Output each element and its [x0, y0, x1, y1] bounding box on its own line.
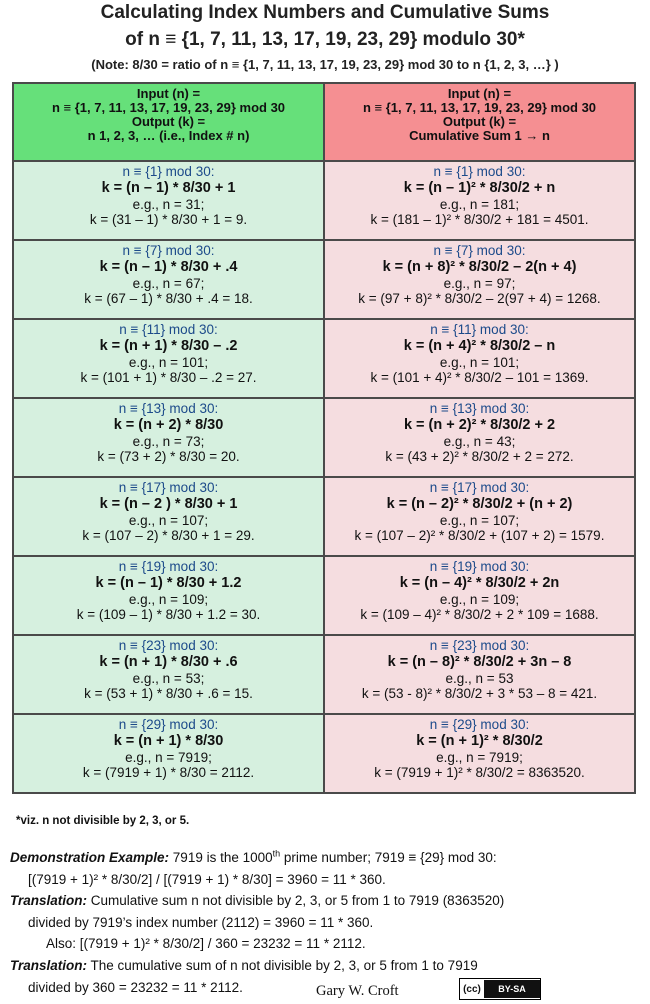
cell-mod: n ≡ {13} mod 30:: [429, 401, 530, 416]
demo-label: Demonstration Example:: [10, 850, 170, 865]
right-formula-cell: [324, 161, 635, 240]
cell-result: k = (67 – 1) * 8/30 + .4 = 18.: [84, 291, 253, 306]
cell-example: e.g., n = 101;: [128, 354, 209, 370]
table-row: [13, 161, 635, 240]
cell-example: e.g., n = 109;: [128, 591, 209, 607]
cell-formula: k = (n + 1) * 8/30 – .2: [99, 337, 238, 354]
cell-mod: n ≡ {13} mod 30:: [118, 401, 219, 416]
translation-text: The cumulative sum of n not divisible by 2, 3, or 5 from 1 to 7919: [87, 958, 478, 973]
cell-mod: n ≡ {23} mod 30:: [118, 638, 219, 653]
cell-result: k = (7919 + 1) * 8/30 = 2112.: [82, 765, 255, 780]
cc-license-badge: [459, 978, 541, 1000]
cell-mod: n ≡ {19} mod 30:: [429, 559, 530, 574]
cell-result: k = (73 + 2) * 8/30 = 20.: [97, 449, 240, 464]
left-header-line: n 1, 2, 3, … (i.e., Index # n): [87, 128, 250, 143]
cell-mod: n ≡ {17} mod 30:: [118, 480, 219, 495]
by-sa-label: BY-SA: [484, 980, 540, 998]
right-formula-cell: [324, 714, 635, 793]
cell-formula: k = (n – 4)² * 8/30/2 + 2n: [399, 574, 560, 591]
cell-result: k = (181 – 1)² * 8/30/2 + 181 = 4501.: [370, 212, 589, 227]
table-row: [13, 240, 635, 319]
left-formula-cell: [13, 714, 324, 793]
cell-formula: k = (n – 2 ) * 8/30 + 1: [99, 495, 238, 512]
cell-mod: n ≡ {11} mod 30:: [119, 322, 218, 337]
cell-result: k = (97 + 8)² * 8/30/2 – 2(97 + 4) = 1268.: [358, 291, 601, 306]
title-note: (Note: 8/30 = ratio of n ≡ {1, 7, 11, 13, 17, 19, 23, 29} mod 30 to n {1, 2, 3, …} ): [91, 57, 559, 72]
cell-mod: n ≡ {19} mod 30:: [118, 559, 219, 574]
cell-example: e.g., n = 43;: [443, 433, 516, 449]
cell-result: k = (107 – 2) * 8/30 + 1 = 29.: [82, 528, 255, 543]
cell-result: k = (101 + 1) * 8/30 – .2 = 27.: [80, 370, 257, 385]
left-header: [13, 83, 324, 161]
right-formula-cell: [324, 398, 635, 477]
cell-result: k = (53 - 8)² * 8/30/2 + 3 * 53 – 8 = 421.: [361, 686, 598, 701]
demo-sup: th: [272, 848, 281, 859]
cell-mod: n ≡ {11} mod 30:: [430, 322, 529, 337]
table-row: [13, 556, 635, 635]
cell-mod: n ≡ {7} mod 30:: [122, 243, 215, 258]
right-header-line: Input (n) =: [447, 86, 512, 101]
right-formula-cell: [324, 556, 635, 635]
cc-icon: (cc): [460, 980, 484, 998]
right-header-line: Cumulative Sum 1 → n: [409, 128, 550, 143]
cell-example: e.g., n = 7919;: [125, 749, 212, 765]
cell-example: e.g., n = 107;: [439, 512, 520, 528]
demo-equation: [(7919 + 1)² * 8/30/2] / [(7919 + 1) * 8/30] = 3960 = 11 * 360.: [28, 872, 386, 887]
table-row: [13, 477, 635, 556]
header-row: [13, 83, 635, 161]
cell-example: e.g., n = 67;: [132, 275, 205, 291]
cell-formula: k = (n + 1) * 8/30: [113, 732, 224, 749]
cell-mod: n ≡ {17} mod 30:: [429, 480, 530, 495]
translation-text: divided by 7919’s index number (2112) = 3960 = 11 * 360.: [28, 915, 374, 930]
cell-result: k = (43 + 2)² * 8/30/2 + 2 = 272.: [385, 449, 574, 464]
cell-formula: k = (n – 1)² * 8/30/2 + n: [403, 179, 556, 196]
right-header: [324, 83, 635, 161]
left-formula-cell: [13, 161, 324, 240]
cell-example: e.g., n = 53;: [132, 670, 205, 686]
cell-example: e.g., n = 31;: [132, 196, 205, 212]
cell-mod: n ≡ {29} mod 30:: [118, 717, 219, 732]
cell-formula: k = (n + 1)² * 8/30/2: [416, 732, 543, 749]
demo-text: 7919 is the 1000: [169, 850, 273, 865]
cell-formula: k = (n – 8)² * 8/30/2 + 3n – 8: [387, 653, 572, 670]
cell-result: k = (109 – 1) * 8/30 + 1.2 = 30.: [76, 607, 261, 622]
right-formula-cell: [324, 319, 635, 398]
cell-formula: k = (n + 4)² * 8/30/2 – n: [403, 337, 556, 354]
cell-result: k = (53 + 1) * 8/30 + .6 = 15.: [84, 686, 253, 701]
cell-mod: n ≡ {7} mod 30:: [433, 243, 526, 258]
left-header-line: Input (n) =: [136, 86, 201, 101]
cell-example: e.g., n = 109;: [439, 591, 520, 607]
left-formula-cell: [13, 477, 324, 556]
cell-formula: k = (n + 2)² * 8/30/2 + 2: [403, 416, 556, 433]
cell-mod: n ≡ {23} mod 30:: [429, 638, 530, 653]
cell-result: k = (101 + 4)² * 8/30/2 – 101 = 1369.: [370, 370, 589, 385]
cell-formula: k = (n – 1) * 8/30 + 1: [101, 179, 236, 196]
translation-text: divided by 360 = 23232 = 11 * 2112.: [28, 980, 243, 995]
cell-result: k = (31 – 1) * 8/30 + 1 = 9.: [89, 212, 248, 227]
cell-result: k = (109 – 4)² * 8/30/2 + 2 * 109 = 1688.: [360, 607, 599, 622]
title-line-2: of n ≡ {1, 7, 11, 13, 17, 19, 23, 29} modulo 30*: [125, 29, 525, 50]
right-formula-cell: [324, 477, 635, 556]
cell-mod: n ≡ {29} mod 30:: [429, 717, 530, 732]
right-header-line: n ≡ {1, 7, 11, 13, 17, 19, 23, 29} mod 30: [362, 100, 597, 115]
cell-formula: k = (n – 2)² * 8/30/2 + (n + 2): [386, 495, 573, 512]
table-row: [13, 319, 635, 398]
left-header-line: Output (k) =: [131, 114, 206, 129]
cell-result: k = (7919 + 1)² * 8/30/2 = 8363520.: [374, 765, 585, 780]
also-equation: Also: [(7919 + 1)² * 8/30/2] / 360 = 23232 = 11 * 2112.: [46, 936, 366, 951]
right-header-line: Output (k) =: [442, 114, 517, 129]
cell-formula: k = (n + 8)² * 8/30/2 – 2(n + 4): [382, 258, 577, 275]
cell-mod: n ≡ {1} mod 30:: [122, 164, 215, 179]
cell-formula: k = (n + 1) * 8/30 + .6: [99, 653, 238, 670]
right-formula-cell: [324, 635, 635, 714]
cell-example: e.g., n = 97;: [443, 275, 516, 291]
table-row: [13, 398, 635, 477]
right-formula-cell: [324, 240, 635, 319]
cell-example: e.g., n = 101;: [439, 354, 520, 370]
cell-formula: k = (n – 1) * 8/30 + 1.2: [95, 574, 242, 591]
cell-example: e.g., n = 53: [445, 670, 514, 686]
cell-example: e.g., n = 107;: [128, 512, 209, 528]
translation-text: Cumulative sum n not divisible by 2, 3, or 5 from 1 to 7919 (8363520): [87, 893, 505, 908]
author-signature: Gary W. Croft: [316, 983, 399, 999]
left-formula-cell: [13, 635, 324, 714]
cell-formula: k = (n – 1) * 8/30 + .4: [99, 258, 238, 275]
left-formula-cell: [13, 398, 324, 477]
cell-example: e.g., n = 181;: [439, 196, 520, 212]
demo-text: prime number; 7919 ≡ {29} mod 30:: [280, 850, 497, 865]
footnote: *viz. n not divisible by 2, 3, or 5.: [16, 815, 190, 827]
title-line-1: Calculating Index Numbers and Cumulative Sums: [100, 2, 550, 23]
cell-mod: n ≡ {1} mod 30:: [433, 164, 526, 179]
cell-formula: k = (n + 2) * 8/30: [113, 416, 224, 433]
left-formula-cell: [13, 240, 324, 319]
cell-result: k = (107 – 2)² * 8/30/2 + (107 + 2) = 1579.: [354, 528, 605, 543]
cell-example: e.g., n = 7919;: [436, 749, 523, 765]
table-row: [13, 635, 635, 714]
left-formula-cell: [13, 556, 324, 635]
formula-table: [12, 82, 636, 794]
left-formula-cell: [13, 319, 324, 398]
translation-label: Translation:: [10, 958, 88, 973]
table-row: [13, 714, 635, 793]
left-header-line: n ≡ {1, 7, 11, 13, 17, 19, 23, 29} mod 30: [51, 100, 286, 115]
cell-example: e.g., n = 73;: [132, 433, 205, 449]
translation-label: Translation:: [10, 893, 88, 908]
